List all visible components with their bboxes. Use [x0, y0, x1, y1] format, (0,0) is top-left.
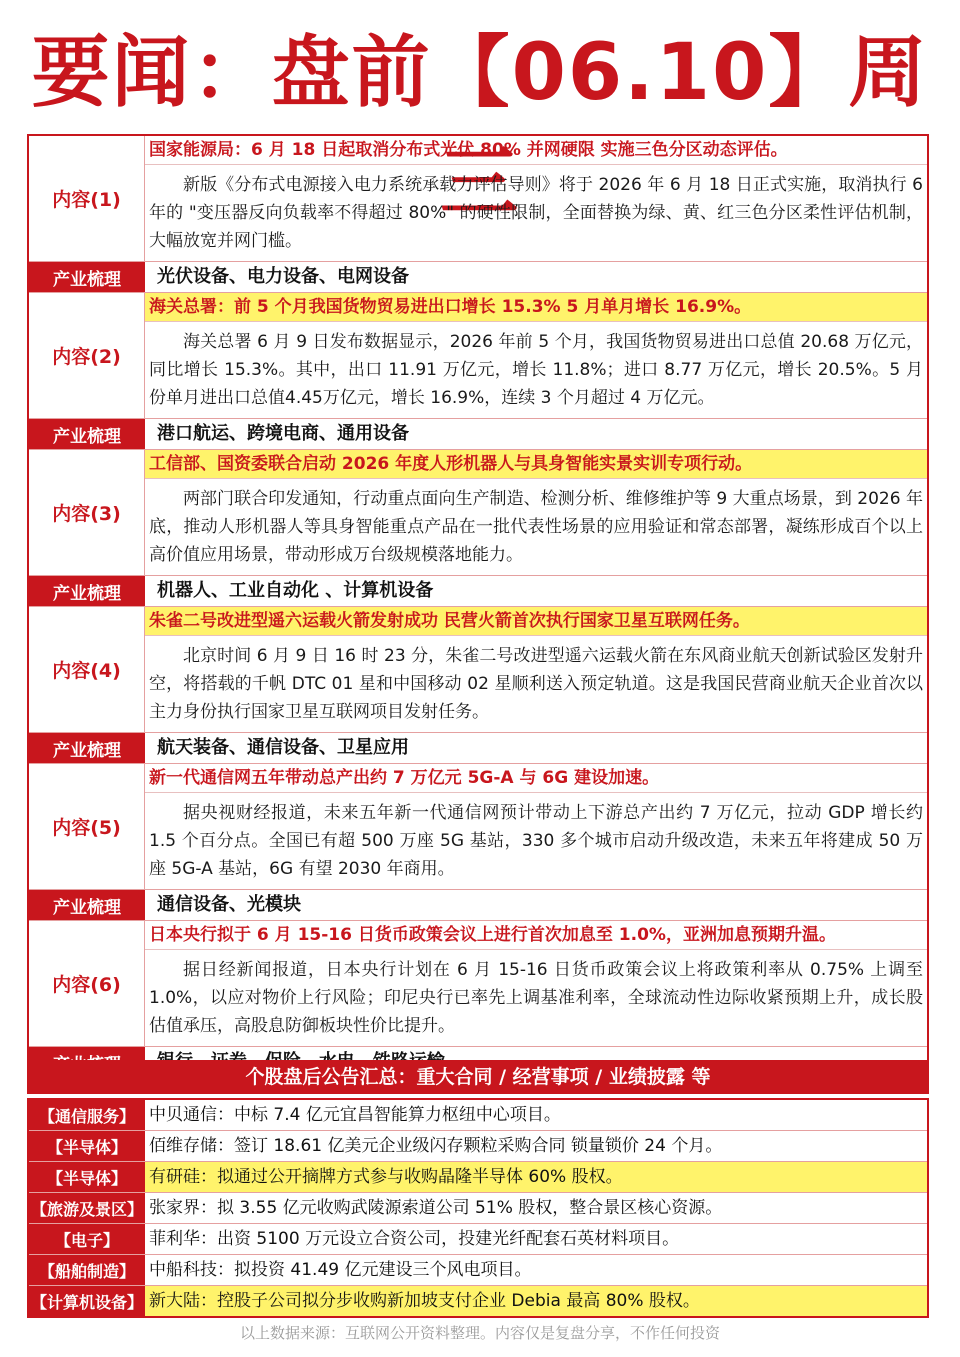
news-item [29, 921, 927, 1047]
news-body: 两部门联合印发通知，行动重点面向生产制造、检测分析、维修维护等 9 大重点场景，到 2026 年底，推动人形机器人等具身智能重点产品在一批代表性场景的应用验证和常态部署，凝练形成百个以上高价值应用场景，带动形成万台级规模落地能力。 [149, 489, 923, 565]
news-label: 内容(1) [29, 136, 145, 261]
news-table [27, 134, 929, 1079]
sector-tag: 【电子】 [29, 1224, 145, 1254]
news-label: 内容(4) [29, 607, 145, 732]
news-item [29, 293, 927, 419]
news-headline: 日本央行拟于 6 月 15-16 日货币政策会议上进行首次加息至 1.0%，亚洲加息预期升温。 [145, 921, 927, 950]
sector-tag: 【旅游及景区】 [29, 1193, 145, 1223]
page-title: 要闻：盘前【06.10】周三 [31, 28, 929, 228]
news-body: 新版《分布式电源接入电力系统承载力评估导则》将于 2026 年 6 月 18 日正式实施，取消执行 6 年的 "变压器反向负载率不得超过 80%" 的硬性限制，全面替换为绿、黄、红三色分区柔性评估机制，大幅放宽并网门槛。 [149, 175, 923, 251]
news-body: 据日经新闻报道，日本央行计划在 6 月 15-16 日货币政策会议上将政策利率从 0.75% 上调至 1.0%，以应对物价上行风险；印尼央行已率先上调基准利率，全球流动性边际收紧预期上升，成长股估值承压，高股息防御板块性价比提升。 [149, 960, 923, 1036]
news-item [29, 607, 927, 733]
news-headline: 海关总署：前 5 个月我国货物贸易进出口增长 15.3% 5 月单月增长 16.9%。 [145, 293, 927, 322]
stock-text: 张家界：拟 3.55 亿元收购武陵源索道公司 51% 股权，整合景区核心资源。 [149, 1198, 723, 1218]
stock-announcements [27, 1098, 929, 1318]
industry-row [29, 419, 927, 450]
news-item [29, 450, 927, 576]
industry-row [29, 576, 927, 607]
news-label: 内容(2) [29, 293, 145, 418]
stock-text: 中船科技：拟投资 41.49 亿元建设三个风电项目。 [149, 1260, 532, 1280]
stock-row [29, 1224, 927, 1255]
news-headline: 朱雀二号改进型遥六运载火箭发射成功 民营火箭首次执行国家卫星互联网任务。 [145, 607, 927, 636]
news-headline: 国家能源局：6 月 18 日起取消分布式光伏 80% 并网硬限 实施三色分区动态评估。 [145, 136, 927, 165]
sector-tag: 【半导体】 [29, 1162, 145, 1192]
news-label: 内容(5) [29, 764, 145, 889]
industry-row [29, 890, 927, 921]
industry-label: 产业梳理 [29, 890, 145, 920]
sector-tag: 【计算机设备】 [29, 1286, 145, 1316]
stock-text: 菲利华：出资 5100 万元设立合资公司，投建光纤配套石英材料项目。 [149, 1229, 680, 1249]
industry-label: 产业梳理 [29, 262, 145, 292]
sector-tag: 【通信服务】 [29, 1100, 145, 1130]
industry-label: 产业梳理 [29, 576, 145, 606]
news-headline: 新一代通信网五年带动总产出约 7 万亿元 5G-A 与 6G 建设加速。 [145, 764, 927, 793]
industry-row [29, 733, 927, 764]
news-headline: 工信部、国资委联合启动 2026 年度人形机器人与具身智能实景实训专项行动。 [145, 450, 927, 479]
industry-label: 产业梳理 [29, 419, 145, 449]
stock-text: 有研硅：拟通过公开摘牌方式参与收购晶隆半导体 60% 股权。 [145, 1162, 927, 1192]
news-label: 内容(3) [29, 450, 145, 575]
stock-text: 佰维存储：签订 18.61 亿美元企业级闪存颗粒采购合同 锁量锁价 24 个月。 [149, 1136, 723, 1156]
news-body: 北京时间 6 月 9 日 16 时 23 分，朱雀二号改进型遥六运载火箭在东风商业航天创新试验区发射升空，将搭载的千帆 DTC 01 星和中国移动 02 星顺利送入预定轨道。这是我国民营商业航天企业首次以主力身份执行国家卫星互联网项目发射任务。 [149, 646, 923, 722]
industry-label: 产业梳理 [29, 733, 145, 763]
stock-text: 新大陆：控股子公司拟分步收购新加坡支付企业 Debia 最高 80% 股权。 [145, 1286, 927, 1316]
summary-title: 个股盘后公告汇总：重大合同 / 经营事项 / 业绩披露 等 [27, 1060, 929, 1094]
stock-row [29, 1286, 927, 1316]
industry-row [29, 262, 927, 293]
news-label: 内容(6) [29, 921, 145, 1046]
stock-row [29, 1100, 927, 1131]
stock-row [29, 1131, 927, 1162]
news-item [29, 136, 927, 262]
sector-tag: 【半导体】 [29, 1131, 145, 1161]
industry-value: 通信设备、光模块 [157, 894, 301, 915]
stock-row [29, 1162, 927, 1193]
industry-value: 港口航运、跨境电商、通用设备 [157, 423, 409, 444]
industry-value: 航天装备、通信设备、卫星应用 [157, 737, 409, 758]
news-item [29, 764, 927, 890]
news-body: 海关总署 6 月 9 日发布数据显示，2026 年前 5 个月，我国货物贸易进出口总值 20.68 万亿元，同比增长 15.3%。其中，出口 11.91 万亿元，增长 11.8%；进口 8.77 万亿元，增长 20.5%。5 月份单月进出口总值4.45万亿元，增长 16.9%，连续 3 个月超过 4 万亿元。 [149, 332, 923, 408]
sector-tag: 【船舶制造】 [29, 1255, 145, 1285]
stock-text: 中贝通信：中标 7.4 亿元宜昌智能算力枢纽中心项目。 [149, 1105, 561, 1125]
stock-row [29, 1193, 927, 1224]
footer-disclaimer: 以上数据来源：互联网公开资料整理。内容仅是复盘分享，不作任何投资 [239, 1324, 720, 1342]
industry-value: 机器人、工业自动化 、计算机设备 [157, 580, 434, 601]
industry-value: 光伏设备、电力设备、电网设备 [157, 266, 409, 287]
stock-row [29, 1255, 927, 1286]
news-body: 据央视财经报道，未来五年新一代通信网预计带动上下游总产出约 7 万亿元，拉动 GDP 增长约 1.5 个百分点。全国已有超 500 万座 5G 基站，330 多个城市启动升级改造，未来五年将建成 50 万座 5G-A 基站，6G 有望 2030 年商用。 [149, 803, 923, 879]
